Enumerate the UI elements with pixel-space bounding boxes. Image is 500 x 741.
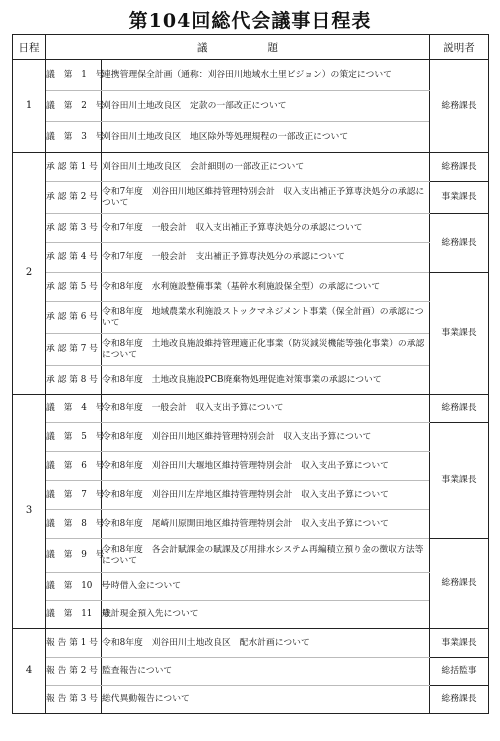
item-number: 報 告 第 3 号 — [46, 686, 102, 714]
item-title: 刈谷田川土地改良区 会計細則の一部改正について — [102, 153, 430, 182]
table-row — [13, 182, 489, 214]
presenter: 事業課長 — [430, 423, 489, 539]
presenter: 総務課長 — [430, 395, 489, 423]
table-row — [13, 273, 489, 302]
item-number: 議 第 7 号 — [46, 481, 102, 510]
table-row — [13, 510, 489, 539]
item-title: 令和8年度 各会計賦課金の賦課及び用排水システム再編積立預り金の徴収方法等について — [102, 539, 430, 573]
item-title: 一時借入金について — [102, 573, 430, 601]
table-row — [13, 423, 489, 452]
table-row — [13, 214, 489, 243]
item-number: 報 告 第 2 号 — [46, 658, 102, 686]
item-title: 令和8年度 一般会計 収入支出予算について — [102, 395, 430, 423]
presenter: 総務課長 — [430, 686, 489, 714]
item-number: 議 第 8 号 — [46, 510, 102, 539]
item-title: 刈谷田川土地改良区 地区除外等処理規程の一部改正について — [102, 122, 430, 153]
header-row — [13, 35, 489, 60]
item-title: 監査報告について — [102, 658, 430, 686]
item-title: 令和8年度 土地改良施設PCB廃棄物処理促進対策事業の承認について — [102, 366, 430, 395]
item-title: 令和8年度 刈谷田川大堰地区維持管理特別会計 収入支出予算について — [102, 452, 430, 481]
item-number: 議 第 2 号 — [46, 91, 102, 122]
item-title: 令和8年度 土地改良施設維持管理適正化事業（防災減災機能等強化事業）の承認について — [102, 334, 430, 366]
table-row — [13, 60, 489, 91]
item-number: 議 第 5 号 — [46, 423, 102, 452]
presenter: 事業課長 — [430, 629, 489, 658]
table-row — [13, 686, 489, 714]
item-number: 報 告 第 1 号 — [46, 629, 102, 658]
table-row — [13, 573, 489, 601]
table-row — [13, 395, 489, 423]
item-number: 議 第 3 号 — [46, 122, 102, 153]
header-agenda-char1: 議 — [197, 41, 208, 54]
presenter: 総務課長 — [430, 539, 489, 629]
table-row — [13, 302, 489, 334]
presenter: 総務課長 — [430, 60, 489, 153]
table-row — [13, 601, 489, 629]
session-number: 4 — [13, 629, 46, 714]
item-title: 連携管理保全計画（通称：刈谷田川地域水土里ビジョン）の策定について — [102, 60, 430, 91]
header-agenda — [46, 35, 430, 60]
session-number: 3 — [13, 395, 46, 629]
item-title: 令和7年度 刈谷田川地区維持管理特別会計 収入支出補正予算専決処分の承認について — [102, 182, 430, 214]
table-row — [13, 539, 489, 573]
item-title: 総代異動報告について — [102, 686, 430, 714]
item-title: 令和8年度 尾崎川原開田地区維持管理特別会計 収入支出予算について — [102, 510, 430, 539]
presenter: 事業課長 — [430, 182, 489, 214]
item-title: 令和8年度 刈谷田川土地改良区 配水計画について — [102, 629, 430, 658]
item-title: 令和7年度 一般会計 支出補正予算専決処分の承認について — [102, 243, 430, 273]
header-presenter: 説明者 — [430, 35, 489, 60]
session-number: 1 — [13, 60, 46, 153]
item-number: 議 第 9 号 — [46, 539, 102, 573]
item-number: 承 認 第 4 号 — [46, 243, 102, 273]
item-title: 令和8年度 地域農業水利施設ストックマネジメント事業（保全計画）の承認について — [102, 302, 430, 334]
item-number: 承 認 第 1 号 — [46, 153, 102, 182]
table-row — [13, 452, 489, 481]
item-number: 議 第 10 号 — [46, 573, 102, 601]
session-number: 2 — [13, 153, 46, 395]
header-agenda-char2: 題 — [267, 41, 278, 54]
item-number: 議 第 1 号 — [46, 60, 102, 91]
table-row — [13, 122, 489, 153]
table-row — [13, 481, 489, 510]
item-number: 議 第 4 号 — [46, 395, 102, 423]
item-number: 議 第 6 号 — [46, 452, 102, 481]
presenter: 総括監事 — [430, 658, 489, 686]
item-number: 承 認 第 3 号 — [46, 214, 102, 243]
table-row — [13, 629, 489, 658]
item-number: 承 認 第 2 号 — [46, 182, 102, 214]
item-number: 承 認 第 6 号 — [46, 302, 102, 334]
table-row — [13, 243, 489, 273]
item-title: 歳計現金預入先について — [102, 601, 430, 629]
agenda-table — [12, 34, 489, 714]
item-title: 令和8年度 刈谷田川地区維持管理特別会計 収入支出予算について — [102, 423, 430, 452]
item-number: 承 認 第 5 号 — [46, 273, 102, 302]
item-number: 議 第 11 号 — [46, 601, 102, 629]
table-row — [13, 366, 489, 395]
item-title: 令和7年度 一般会計 収入支出補正予算専決処分の承認について — [102, 214, 430, 243]
item-title: 令和8年度 刈谷田川左岸地区維持管理特別会計 収入支出予算について — [102, 481, 430, 510]
header-session: 日程 — [13, 35, 46, 60]
table-row — [13, 658, 489, 686]
item-title: 刈谷田川土地改良区 定款の一部改正について — [102, 91, 430, 122]
item-number: 承 認 第 7 号 — [46, 334, 102, 366]
item-title: 令和8年度 水利施設整備事業（基幹水利施設保全型）の承認について — [102, 273, 430, 302]
item-number: 承 認 第 8 号 — [46, 366, 102, 395]
presenter: 事業課長 — [430, 273, 489, 395]
table-row — [13, 334, 489, 366]
page-title: 第104回総代会議事日程表 — [128, 10, 372, 32]
presenter: 総務課長 — [430, 214, 489, 273]
table-row — [13, 91, 489, 122]
presenter: 総務課長 — [430, 153, 489, 182]
table-row — [13, 153, 489, 182]
